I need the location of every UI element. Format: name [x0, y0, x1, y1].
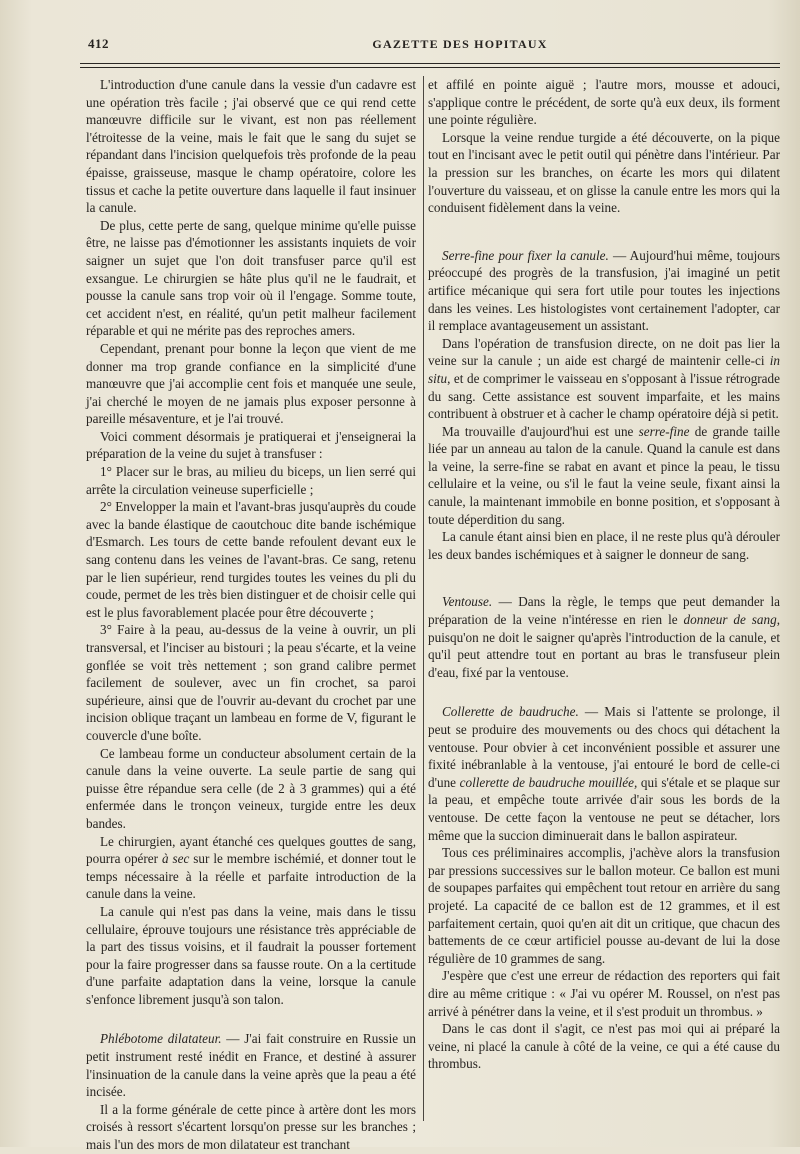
text-run: Ma trouvaille d'aujourd'hui est une	[442, 423, 639, 439]
paragraph: L'introduction d'une canule dans la vessie d'un cadavre est une opération très facile ; j'ai observé que ce qui rend cette manœuvre difficile sur le vivant, est non pas réellement l'étroitesse de la veine, mais le fait que le sang du sujet se répandant dans l'incision quelquefois très profonde de la peau épaisse, graisseuse, masque le champ opératoire, colore les tissus et cache la petite ouverture dans laquelle il faut insinuer la canule.	[86, 77, 416, 216]
text-run: Dans l'opération de transfusion directe, on ne doit pas lier la veine sur la canule ; un aide est chargé de maintenir celle-ci	[428, 335, 780, 369]
text-run: Le chirurgien, ayant étanché ces quelques gouttes de sang, pourra opérer	[86, 833, 416, 867]
right-column	[428, 76, 780, 1073]
paragraph: et affilé en pointe aiguë ; l'autre mors, mousse et adouci, s'applique contre le précédent, de sorte qu'à eux deux, ils forment une pointe régulière.	[428, 77, 780, 128]
text-run: de grande taille liée par un anneau au talon de la canule. Quand la canule est dans la veine, la serre-fine se rabat en avant et pince la peau, le tissu cellulaire et la veine, ou s'il le faut la veine seule, fixant ainsi la canule, la maintenant immobile en bonne position, et s'opposant à toute déperdition du sang.	[428, 423, 780, 527]
section-paragraph	[86, 1030, 416, 1100]
paragraph: J'espère que c'est une erreur de rédaction des reporters qui fait dire au même critique : « J'ai vu opérer M. Roussel, on n'est pas arrivé à pénétrer dans la veine, et il s'est produit un thrombus. »	[428, 968, 780, 1019]
paragraph: Voici comment désormais je pratiquerai et j'enseignerai la préparation de la veine du sujet à transfuser :	[86, 428, 416, 462]
text-run: — Mais si l'attente se prolonge, il peut se produire des mouvements ou des chocs qui détachent la ventouse. Pour obvier à cet inconvénient possible et assurer une fixité inébranlable à la ventouse, j'ai entouré le bord de celle-ci d'une	[428, 704, 780, 790]
paragraph: De plus, cette perte de sang, quelque minime qu'elle puisse être, ne laisse pas d'émotionner les assistants inquiets de voir saigner un sujet que l'on doit transfuser parce qu'il est exsangue. Le chirurgien se hâte plus qu'il ne le faudrait, et pousse la canule sans trop voir où il l'engage. Somme toute, cet accident n'est, en réalité, qu'un petit malheur facilement réparable et qui ne mérite pas des reproches amers.	[86, 217, 416, 339]
italic-run: serre-fine	[638, 423, 690, 439]
paragraph: 1° Placer sur le bras, au milieu du biceps, un lien serré qui arrête la circulation veineuse superficielle ;	[86, 464, 416, 497]
paragraph: La canule étant ainsi bien en place, il ne reste plus qu'à dérouler les deux bandes ischémiques et à saigner le donneur de sang.	[428, 529, 780, 562]
paragraph	[86, 833, 416, 903]
section-title: Ventouse.	[442, 594, 493, 610]
paragraph: Tous ces préliminaires accomplis, j'achève alors la transfusion par pressions successives sur le ballon moteur. Ce ballon est muni de soupapes parfaites qui empêchent tout retour en arrière du sang projeté. La capacité de ce ballon est de 12 grammes, et il est parfaitement certain, quoi qu'en ait dit un critique, que chacun des battements de ce cœur artificiel pousse au-devant de lui la dose régulière de 10 grammes de sang.	[428, 845, 780, 966]
section-paragraph	[428, 703, 780, 844]
paragraph: Dans le cas dont il s'agit, ce n'est pas moi qui ai préparé la veine, ni placé la canule à côté de la veine, ce qui a été cause du thrombus.	[428, 1021, 780, 1072]
italic-run: donneur de sang	[683, 612, 777, 628]
paragraph: 3° Faire à la peau, au-dessus de la veine à ouvrir, un pli transversal, et l'inciser au bistouri ; la peau s'écarte, et la veine gonflée se voit très nettement ; son grand calibre permet facilement de soulever, avec un fin crochet, sa paroi supérieure, ainsi que de l'ouvrir au-devant du crochet par une incision oblique traçant un lambeau en forme de V, figurant le couvercle d'une boîte.	[86, 622, 416, 743]
italic-run: collerette de baudruche mouillée,	[459, 774, 638, 790]
paragraph	[428, 335, 780, 423]
paragraph: Cependant, prenant pour bonne la leçon que vient de me donner ma trop grande confiance en la simplicité d'une manœuvre que j'ai accomplie cent fois et manquée une seule, j'ai cherché le moyen de ne jamais plus exposer personne à pareille mésaventure, et je l'ai trouvé.	[86, 340, 416, 427]
section-title: Serre-fine pour fixer la canule.	[442, 247, 609, 263]
text-run: — Aujourd'hui même, toujours préoccupé des progrès de la transfusion, j'ai imaginé un petit artifice mécanique qui sera fort utile pour toutes les injections dans les veines. Les histologistes vont certainement l'adopter, car il remplace avantageusement un assistant.	[428, 247, 781, 334]
text-run: — Dans la règle, le temps que peut demander la préparation de la veine n'intéresse en rien le	[428, 594, 780, 628]
section-title: Collerette de baudruche.	[442, 704, 579, 720]
running-title: GAZETTE DES HOPITAUX	[372, 37, 548, 51]
left-column	[86, 76, 416, 1154]
section-paragraph	[428, 247, 780, 335]
paragraph: Ce lambeau forme un conducteur absolument certain de la canule dans la veine ouverte. La seule partie de sang qui puisse être répandue sera celle (de 2 à 3 grammes) qui a été enfermée dans le tronçon veineux, turgide entre les deux bandes.	[86, 745, 416, 831]
text-run: , puisqu'on ne doit le saigner qu'après l'introduction de la canule, et qu'il peut attendre tout en portant au bras le transfuseur plein d'eau, fixé par la ventouse.	[428, 612, 780, 680]
paragraph: Il a la forme générale de cette pince à artère dont les mors croisés à ressort s'écartent lorsqu'on presse sur les branches ; mais l'un des mors de mon dilatateur est tranchant	[86, 1101, 416, 1153]
paragraph: Lorsque la veine rendue turgide a été découverte, on la pique tout en l'incisant avec le petit outil qui pénètre dans l'intérieur. Par la pression sur les branches, on écarte les mors qui dilatent l'ouverture du vaisseau, et on glisse la canule entre les mors qui la conduisent fidèlement dans la veine.	[428, 129, 780, 216]
section-paragraph	[428, 593, 780, 681]
header-rule-thick	[80, 63, 780, 64]
paragraph: La canule qui n'est pas dans la veine, mais dans le tissu cellulaire, éprouve toujours une résistance très appréciable de la part des tissus voisins, et il faudrait la pousser fortement pour la faire progresser dans sa fausse route. On a la certitude d'une parfaite adaptation dans la veine, lorsque la canule s'enfonce librement jusqu'à son talon.	[86, 903, 416, 1007]
section-title: Phlébotome dilatateur.	[100, 1031, 222, 1047]
paragraph	[428, 423, 780, 529]
italic-run: in situ	[428, 353, 780, 386]
header-rule-thin	[80, 67, 780, 68]
page-number: 412	[88, 36, 109, 51]
text-run: sur le membre ischémié, et donner tout le temps nécessaire à la réelle et parfaite introduction de la canule dans la veine.	[86, 851, 416, 902]
text-run: qui s'étale et se plaque sur la peau, et empêche toute arrivée d'air sous les bords de la ventouse. De cette façon la ventouse ne peut se détacher, lors même que la succion diminuerait dans le ballon aspirateur.	[428, 774, 780, 843]
page-header	[80, 36, 780, 56]
paragraph: 2° Envelopper la main et l'avant-bras jusqu'auprès du coude avec la bande élastique de caoutchouc dite bande ischémique d'Esmarch. Les tours de cette bande refoulent devant eux le sang contenu dans les veines de l'avant-bras. Ce sang, retenu par le lien supérieur, rend turgides toutes les veines du pli du coude, permet de les très bien distinguer et de choisir celle qui est le plus favorablement placée pour être découverte ;	[86, 499, 416, 620]
text-run: , et de comprimer le vaisseau en s'opposant à l'issue rétrograde du sang. Cette assistance est souvent imparfaite, et les mains contribuent à obstruer et à cacher le champ opératoire déjà si petit.	[428, 370, 780, 422]
column-divider	[423, 76, 424, 1121]
text-run: — J'ai fait construire en Russie un petit instrument resté inédit en France, et destiné à assurer l'insinuation de la canule dans la veine après que la peau a été incisée.	[86, 1031, 416, 1100]
italic-run: à sec	[161, 851, 190, 867]
